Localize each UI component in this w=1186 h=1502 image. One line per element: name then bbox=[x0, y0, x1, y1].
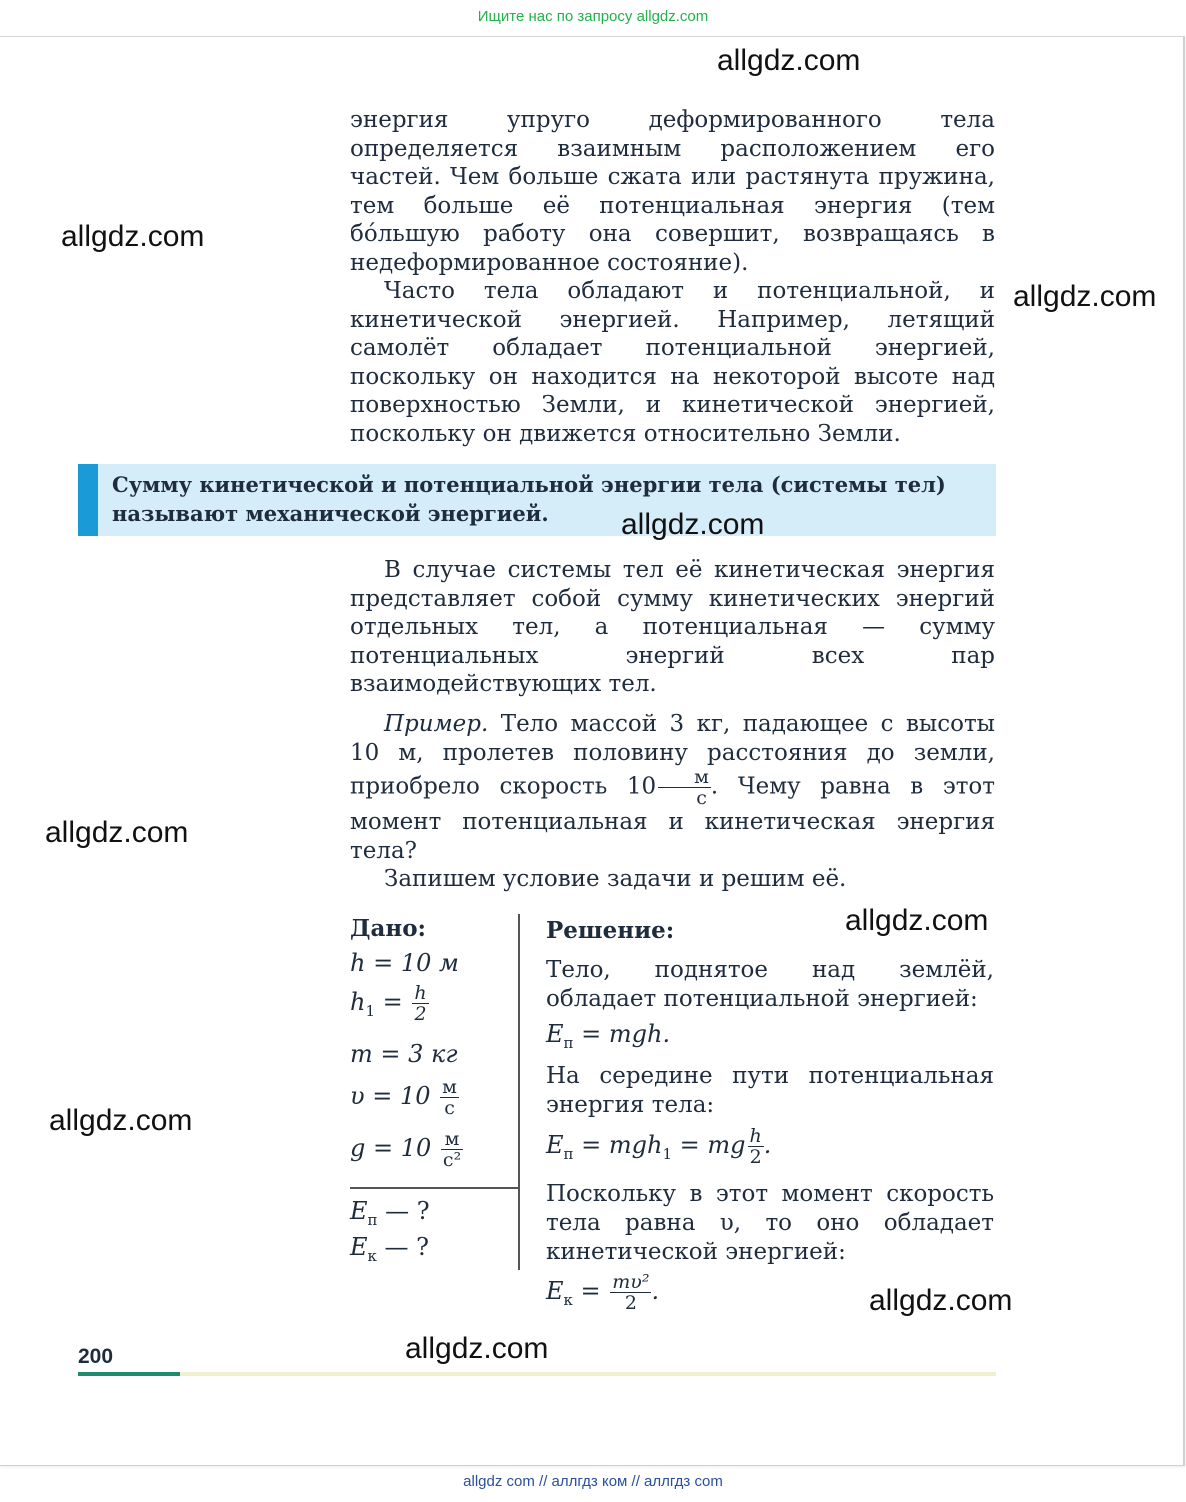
formula-ep bbox=[546, 1020, 670, 1052]
given-q2-symbol: E bbox=[350, 1233, 368, 1261]
example-block bbox=[350, 710, 995, 894]
example-unit-fraction bbox=[658, 767, 711, 808]
given-q2-sub: к bbox=[367, 1246, 377, 1265]
fraction-denominator: с² bbox=[442, 1149, 462, 1171]
paragraph3-text: В случае системы тел её кинетическая энергия представляет собой сумму кинетических энергий отдельных тел, а потенциальная — сумму потенциальных энергий всех пар взаимодействующих тел. bbox=[350, 557, 995, 697]
fraction-denominator: с bbox=[696, 787, 707, 809]
formula-ep-half-sub: п bbox=[563, 1144, 574, 1163]
intro-text: Запишем условие задачи и решим её. bbox=[384, 866, 847, 892]
watermark: allgdz.com bbox=[869, 1284, 1013, 1317]
given-title: Дано: bbox=[350, 915, 427, 942]
solution-text3: Поскольку в этот момент скорость тела равна υ, то оно обладает кинетической энергией: bbox=[546, 1181, 994, 1265]
fraction-denominator: с bbox=[444, 1097, 455, 1119]
paragraph1-text: энергия упруго деформированного тела определяется взаимным расположением его частей. Чем больше сжата или растянута пружина, тем больше её потенциальная энергия (тем бóльшую работу она совершит, возвращаясь в недеформированное состояние). bbox=[350, 107, 995, 276]
given-g-value: g = 10 bbox=[350, 1134, 432, 1162]
paragraph-system-energy bbox=[350, 556, 995, 699]
fraction-numerator: м bbox=[442, 1076, 457, 1098]
example-text bbox=[350, 710, 995, 865]
definition-text: Сумму кинетической и потенциальной энергии тела (системы тел) называют механической энергией. bbox=[112, 472, 946, 526]
footer-rule bbox=[78, 1372, 996, 1376]
top-banner-text[interactable]: Ищите нас по запросу allgdz.com bbox=[477, 8, 709, 25]
given-divider-vertical bbox=[518, 914, 520, 1270]
paragraph2-text: Часто тела обладают и потенциальной, и кинетической энергией. Например, летящий самолёт обладает потенциальной энергией, поскольку он находится на некоторой высоте над поверхностью Земли, и кинетической энергией, поскольку он движется относительно Земли. bbox=[350, 278, 995, 447]
watermark: allgdz.com bbox=[49, 1104, 193, 1137]
watermark: allgdz.com bbox=[621, 508, 765, 541]
formula-ek-eq: = bbox=[572, 1277, 609, 1305]
given-q1-sub: п bbox=[367, 1210, 378, 1229]
given-h1-fraction bbox=[412, 983, 428, 1024]
given-h1-sub: 1 bbox=[365, 1001, 376, 1020]
given-m: m = 3 кг bbox=[350, 1040, 458, 1068]
formula-ep-right: = mgh. bbox=[573, 1020, 671, 1048]
given-question-ep bbox=[350, 1197, 430, 1229]
watermark: allgdz.com bbox=[717, 44, 861, 77]
given-h1 bbox=[350, 983, 429, 1024]
given-divider-horizontal bbox=[350, 1187, 520, 1189]
example-label: Пример. bbox=[384, 711, 489, 737]
fraction-numerator: h bbox=[414, 982, 427, 1004]
formula-ep-half-fraction bbox=[748, 1126, 764, 1167]
formula-ek-end: . bbox=[651, 1277, 660, 1305]
formula-ek bbox=[546, 1272, 659, 1313]
given-v-value: υ = 10 bbox=[350, 1082, 431, 1110]
fraction-numerator: mυ² bbox=[612, 1271, 650, 1293]
solution-text1: Тело, поднятое над землёй, обладает потенциальной энергией: bbox=[546, 957, 994, 1012]
given-q1-symbol: E bbox=[350, 1197, 368, 1225]
formula-ep-half-mid2: = mg bbox=[672, 1131, 746, 1159]
example-text-after: . Чему равна в этот момент потенциальная и кинетическая энергия тела? bbox=[350, 773, 995, 864]
given-v bbox=[350, 1077, 459, 1118]
watermark: allgdz.com bbox=[1013, 280, 1157, 313]
footer-accent bbox=[78, 1372, 180, 1376]
given-g-unit bbox=[441, 1129, 463, 1170]
given-h1-symbol: h bbox=[350, 988, 366, 1016]
formula-ep-sub: п bbox=[563, 1033, 574, 1052]
fraction-denominator: 2 bbox=[624, 1292, 637, 1314]
formula-ep-half-end: . bbox=[763, 1131, 772, 1159]
watermark: allgdz.com bbox=[45, 816, 189, 849]
definition-accent-bar bbox=[78, 464, 98, 536]
fraction-denominator: 2 bbox=[414, 1003, 427, 1025]
formula-ep-half-sub2: 1 bbox=[662, 1144, 673, 1163]
fraction-denominator: 2 bbox=[749, 1146, 762, 1168]
given-h: h = 10 м bbox=[350, 949, 459, 977]
example-text-before: Тело массой 3 кг, падающее с высоты 10 м, пролетев половину расстояния до земли, приобрело скорость 10 bbox=[350, 711, 995, 800]
formula-ek-sub: к bbox=[563, 1290, 573, 1309]
top-banner bbox=[0, 0, 1186, 36]
given-question-ek bbox=[350, 1233, 429, 1265]
given-g bbox=[350, 1129, 463, 1170]
given-h1-eq: = bbox=[375, 988, 411, 1016]
formula-ek-fraction bbox=[610, 1272, 651, 1313]
given-q1-mark: — ? bbox=[377, 1197, 430, 1225]
page-number: 200 bbox=[78, 1345, 114, 1368]
fraction-numerator: м bbox=[441, 1129, 463, 1150]
watermark: allgdz.com bbox=[61, 220, 205, 253]
given-q2-mark: — ? bbox=[376, 1233, 430, 1261]
watermark: allgdz.com bbox=[845, 904, 989, 937]
formula-ek-symbol: E bbox=[546, 1277, 564, 1305]
solution-text2: На середине пути потенциальная энергия тела: bbox=[546, 1063, 994, 1118]
given-v-unit bbox=[440, 1077, 459, 1118]
definition-box bbox=[78, 464, 996, 536]
solution-title: Решение: bbox=[546, 917, 675, 944]
formula-ep-half-symbol: E bbox=[546, 1131, 564, 1159]
formula-ep-half bbox=[546, 1126, 771, 1167]
formula-ep-symbol: E bbox=[546, 1020, 564, 1048]
bottom-banner bbox=[0, 1466, 1186, 1502]
fraction-numerator: м bbox=[658, 767, 711, 788]
formula-ep-half-mid: = mgh bbox=[573, 1131, 663, 1159]
watermark: allgdz.com bbox=[405, 1332, 549, 1365]
paragraph-elastic-energy bbox=[350, 106, 995, 448]
bottom-banner-links[interactable]: allgdz com // аллгдз ком // аллгдз com bbox=[463, 1473, 723, 1490]
fraction-numerator: h bbox=[749, 1125, 762, 1147]
